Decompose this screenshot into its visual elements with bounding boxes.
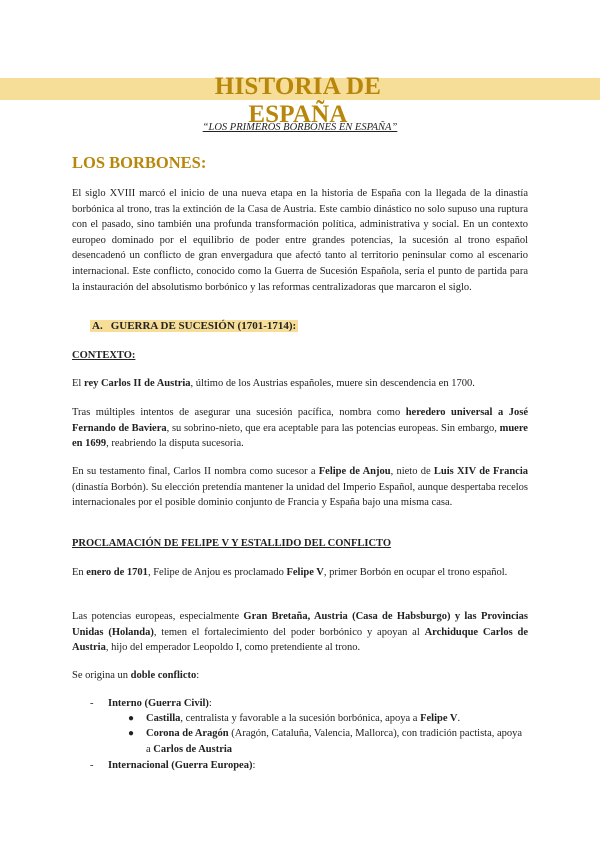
subsection-heading [90,320,298,332]
paragraph-carlos-ii: El rey Carlos II de Austria, último de los Austrias españoles, muere sin descendencia en 1700. [72,378,475,389]
paragraph-felipe-v: En enero de 1701, Felipe de Anjou es proclamado Felipe V, primer Borbón en ocupar el trono español. [72,567,508,578]
paragraph-jose-fernando: Tras múltiples intentos de asegurar una sucesión pacífica, nombra como heredero universal a José Fernando de Baviera, su sobrino-nieto, que era aceptable para las potencias europeas. Sin embargo, muere en 1699, reabriendo la disputa sucesoria. [72,407,528,450]
list-item-internacional: - Internacional (Guerra Europea): [90,758,255,774]
bullet-icon: ● [128,713,135,724]
list-item-aragon: ● Corona de Aragón (Aragón, Cataluña, Valencia, Mallorca), con tradición pactista, apoya a Carlos de Austria [128,728,523,755]
page-title: HISTORIA DE ESPAÑA [214,73,382,128]
paragraph-doble-conflicto: Se origina un doble conflicto: [72,670,200,681]
list-item-castilla: ● Castilla, centralista y favorable a la sucesión borbónica, apoya a Felipe V. [128,711,528,727]
bullet-icon: ● [128,728,135,739]
contexto-heading: CONTEXTO: [72,350,136,361]
proclamacion-heading: PROCLAMACIÓN DE FELIPE V Y ESTALLIDO DEL CONFLICTO [72,538,392,549]
paragraph-testamento: En su testamento final, Carlos II nombra como sucesor a Felipe de Anjou, nieto de Luis XIV de Francia (dinastía Borbón). Su elección pretendía mantener la unidad del Imperio Español, aunque despertaba recelos internacionales por el posible dominio conjunto de Francia y España bajo una misma casa. [72,466,528,509]
dash-marker: - [90,698,94,709]
paragraph-potencias: Las potencias europeas, especialmente Gran Bretaña, Austria (Casa de Habsburgo) y las Provincias Unidas (Holanda), temen el fortalecimiento del poder borbónico y apoyan al Archiduque Carlos de Austria, hijo del emperador Leopoldo I, como pretendiente al trono. [72,611,528,654]
subsection-title: GUERRA DE SUCESIÓN (1701-1714): [110,320,297,332]
list-item-interno: - Interno (Guerra Civil): [90,696,212,712]
intro-paragraph: El siglo XVIII marcó el inicio de una nueva etapa en la historia de España con la llegada de la dinastía borbónica al trono, tras la extinción de la Casa de Austria. Este cambio dinástico no solo supuso una ruptura con el pasado, sino también una profunda transformación política, administrativa y social. En un contexto europeo dominado por el equilibrio de poder entre grandes potencias, la sucesión al trono español desencadenó un conflicto de gran envergadura que afectó tanto al territorio peninsular como al escenario internacional. Este conflicto, conocido como la Guerra de Sucesión Española, sería el punto de partida para la instauración del absolutismo borbónico y las reformas centralizadoras que marcaron el siglo. [72,188,528,293]
section-heading: LOS BORBONES: [72,153,207,172]
dash-marker: - [90,760,94,771]
subsection-label: A. [92,320,103,332]
subtitle: “LOS PRIMEROS BORBONES EN ESPAÑA” [202,122,398,133]
